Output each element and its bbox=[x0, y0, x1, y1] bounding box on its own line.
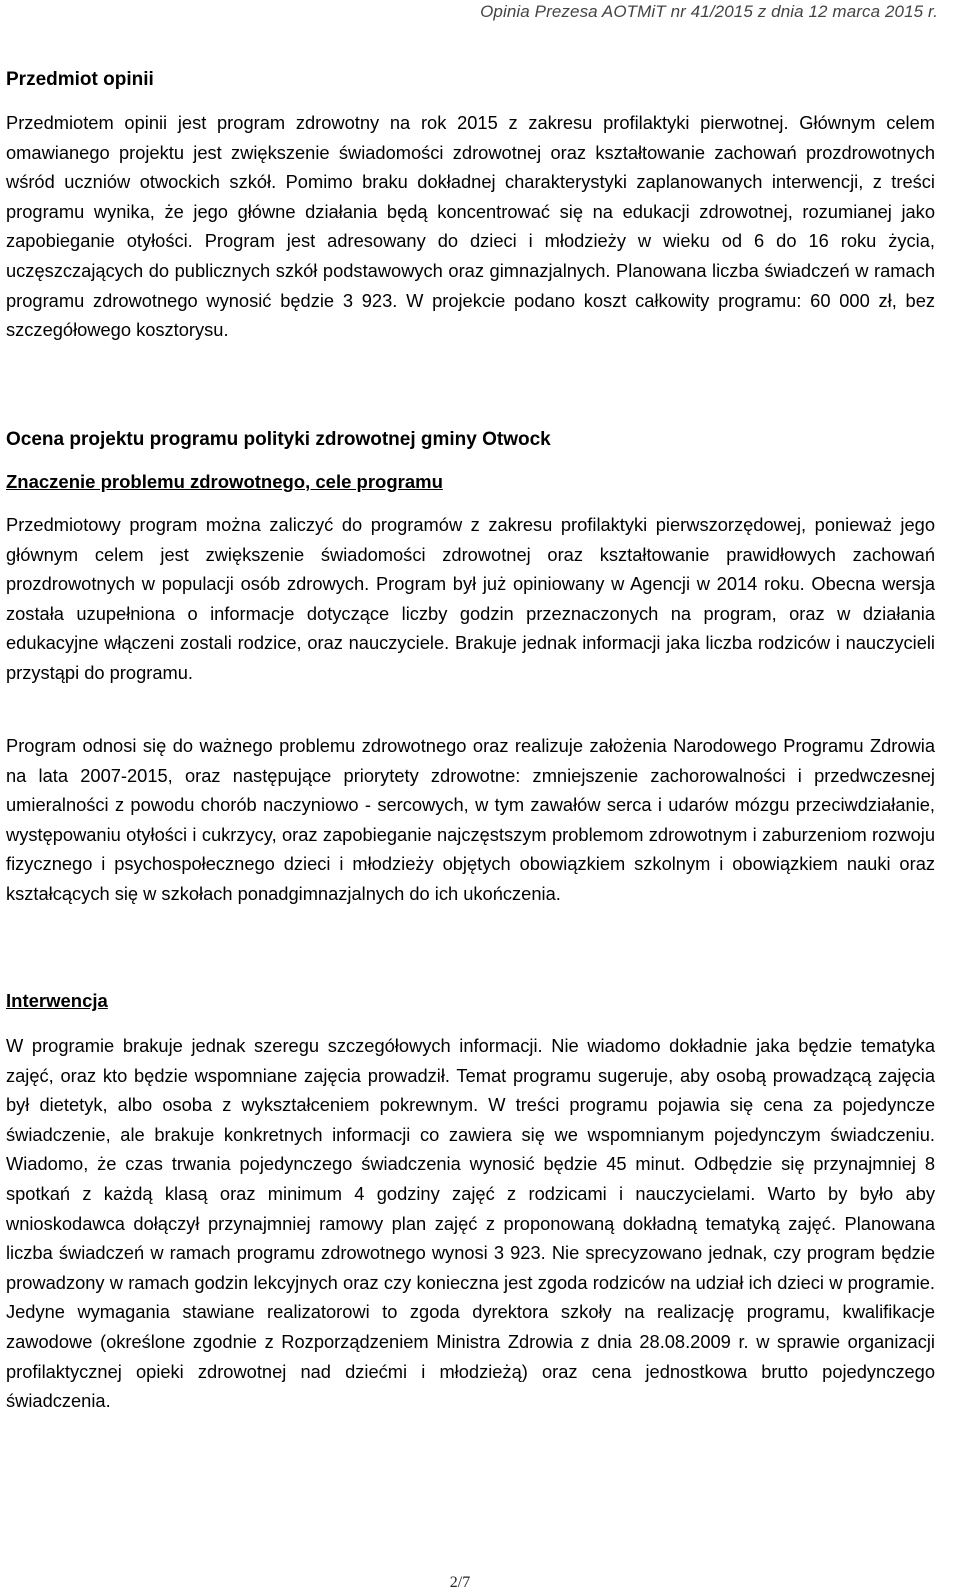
subheading-znaczenie-problemu: Znaczenie problemu zdrowotnego, cele programu bbox=[6, 471, 443, 492]
paragraph-przedmiot-opinii: Przedmiotem opinii jest program zdrowotny na rok 2015 z zakresu profilaktyki pierwotnej. Głównym celem omawianego projektu jest zwiększenie świadomości zdrowotnej oraz kształtowanie zachowań prozdrowotnych wśród uczniów otwockich szkół. Pomimo braku dokładnej charakterystyki zaplanowanych interwencji, z treści programu wynika, że jego główne działania będą koncentrować się na edukacji zdrowotnej, rozumianej jako zapobieganie otyłości. Program jest adresowany do dzieci i młodzieży w wieku od 6 do 16 roku życia, uczęszczających do publicznych szkół podstawowych oraz gimnazjalnych. Planowana liczba świadczeń w ramach programu zdrowotnego wynosić będzie 3 923. W projekcie podano koszt całkowity programu: 60 000 zł, bez szczegółowego kosztorysu. bbox=[6, 112, 935, 341]
paragraph-znaczenie-2: Program odnosi się do ważnego problemu zdrowotnego oraz realizuje założenia Narodowego Programu Zdrowia na lata 2007-2015, oraz następujące priorytety zdrowotne: zmniejszenie zachorowalności i przedwczesnej umieralności z powodu chorób naczyniowo - sercowych, w tym zawałów serca i udarów mózgu przeciwdziałanie, występowaniu otyłości i cukrzycy, oraz zapobieganie najczęstszym problemom zdrowotnym i zaburzeniom rozwoju fizycznego i psychospołecznego dzieci i młodzieży objętych obowiązkiem szkolnym i obowiązkiem nauki oraz kształcących się w szkołach ponadgimnazjalnych do ich ukończenia. bbox=[6, 735, 935, 904]
paragraph-znaczenie-1: Przedmiotowy program można zaliczyć do programów z zakresu profilaktyki pierwszorzędowej, ponieważ jego głównym celem jest zwiększenie świadomości zdrowotnej oraz kształtowanie prawidłowych zachowań prozdrowotnych w populacji osób zdrowych. Program był już opiniowany w Agencji w 2014 roku. Obecna wersja została uzupełniona o informacje dotyczące liczby godzin przeznaczonych na program, oraz w działania edukacyjne włączeni zostali rodzice, oraz nauczyciele. Brakuje jednak informacji jaka liczba rodziców i nauczycieli przystąpi do programu. bbox=[6, 514, 935, 683]
page-number: 2/7 bbox=[449, 1574, 471, 1591]
subheading-interwencja: Interwencja bbox=[6, 990, 108, 1011]
paragraph-interwencja: W programie brakuje jednak szeregu szczegółowych informacji. Nie wiadomo dokładnie jaka będzie tematyka zajęć, oraz kto będzie wspomniane zajęcia prowadził. Temat programu sugeruje, aby osobą prowadzącą zajęcia był dietetyk, albo osoba z wykształceniem pokrewnym. W treści programu pojawia się cena za pojedyncze świadczenie, ale brakuje konkretnych informacji co zawiera się we wspomnianym pojedynczym świadczeniu. Wiadomo, że czas trwania pojedynczego świadczenia wynosić będzie 45 minut. Odbędzie się przynajmniej 8 spotkań z każdą klasą oraz minimum 4 godziny zajęć z rodzicami i nauczycielami. Warto by było aby wnioskodawca dołączył przynajmniej ramowy plan zajęć z proponowaną dokładną tematyką zajęć. Planowana liczba świadczeń w ramach programu zdrowotnego wynosi 3 923. Nie sprecyzowano jednak, czy program będzie prowadzony w ramach godzin lekcyjnych oraz czy konieczna jest zgoda rodziców na udział ich dzieci w programie. Jedyne wymagania stawiane realizatorowi to zgoda dyrektora szkoły na realizację programu, kwalifikacje zawodowe (określone zgodnie z Rozporządzeniem Ministra Zdrowia z dnia 28.08.2009 r. w sprawie organizacji profilaktycznej opieki zdrowotnej nad dziećmi i młodzieżą) oraz cena jednostkowa brutto pojedynczego świadczenia. bbox=[6, 1035, 935, 1412]
section-title-przedmiot-opinii: Przedmiot opinii bbox=[6, 69, 154, 90]
section-title-ocena-projektu: Ocena projektu programu polityki zdrowotnej gminy Otwock bbox=[6, 429, 551, 450]
running-header: Opinia Prezesa AOTMiT nr 41/2015 z dnia 12 marca 2015 r. bbox=[480, 2, 938, 21]
